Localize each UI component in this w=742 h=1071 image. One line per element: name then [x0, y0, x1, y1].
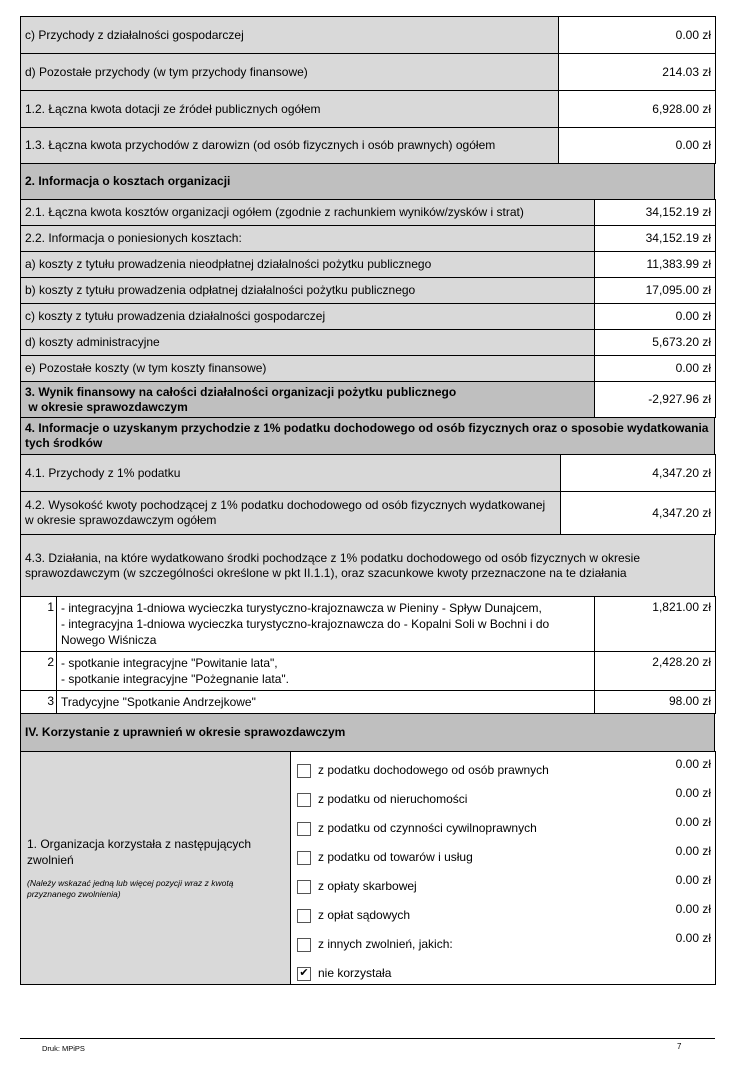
exemption-amount: 0.00 zł [675, 815, 711, 829]
exemptions-options [291, 752, 716, 985]
one-percent-heading-table [20, 417, 715, 455]
exemptions-heading-table [20, 713, 715, 752]
exemption-label: z opłat sądowych [318, 908, 411, 922]
checkbox-checked[interactable] [297, 967, 311, 981]
page-number: 7 [677, 1042, 682, 1051]
costs-table [20, 199, 716, 418]
section-heading: 4. Informacje o uzyskanym przychodzie z 1% podatku dochodowego od osób fizycznych oraz o sposobie wydatkowania tych środków [21, 418, 715, 455]
row-amount: 0.00 zł [595, 304, 716, 330]
exemptions-label: 1. Organizacja korzystała z następujących zwolnień [27, 837, 252, 867]
table-row [21, 492, 716, 535]
row-label: 2.2. Informacja o poniesionych kosztach: [21, 226, 595, 252]
activity-amount: 1,821.00 zł [595, 597, 716, 652]
exemption-label: z podatku od towarów i usług [318, 850, 473, 864]
checkbox[interactable] [297, 909, 311, 923]
row-label: b) koszty z tytułu prowadzenia odpłatnej działalności pożytku publicznego [21, 278, 595, 304]
table-row [21, 17, 716, 54]
row-label: 1.2. Łączna kwota dotacji ze źródeł publicznych ogółem [21, 91, 559, 128]
section-heading: 2. Informacja o kosztach organizacji [21, 164, 715, 200]
activity-description: - integracyjna 1-dniowa wycieczka turystyczno-krajoznawcza w Pieniny - Spływ Dunajcem, - integracyjna 1-dniowa wycieczka turystyczno-krajoznawcza do - Kopalni Soli w Bochni i do Nowego Wiśnicza [57, 597, 595, 652]
row-label: c) koszty z tytułu prowadzenia działalności gospodarczej [21, 304, 595, 330]
activities-heading-table [20, 534, 715, 597]
income-table [20, 16, 716, 164]
row-label: 4.1. Przychody z 1% podatku [21, 455, 561, 492]
row-amount: 34,152.19 zł [595, 226, 716, 252]
row-amount: 34,152.19 zł [595, 200, 716, 226]
exemption-amount: 0.00 zł [675, 844, 711, 858]
exemption-amount: 0.00 zł [675, 873, 711, 887]
activity-number: 1 [21, 597, 57, 652]
activity-amount: 98.00 zł [595, 691, 716, 714]
financial-result-row [21, 382, 716, 418]
exemption-option [291, 897, 715, 926]
activities-table [20, 596, 716, 714]
exemption-option [291, 810, 715, 839]
row-amount: 0.00 zł [595, 356, 716, 382]
table-row [21, 54, 716, 91]
exemption-label: z podatku od nieruchomości [318, 792, 468, 806]
exemption-option [291, 926, 715, 955]
table-row [21, 304, 716, 330]
table-row [21, 597, 716, 652]
exemption-option [291, 955, 715, 984]
table-row [21, 226, 716, 252]
table-row [21, 91, 716, 128]
table-row [21, 278, 716, 304]
row-label: c) Przychody z działalności gospodarczej [21, 17, 559, 54]
one-percent-table [20, 454, 716, 535]
row-amount: 6,928.00 zł [559, 91, 716, 128]
row-amount: 11,383.99 zł [595, 252, 716, 278]
row-amount: 214.03 zł [559, 54, 716, 91]
exemption-amount: 0.00 zł [675, 931, 711, 945]
exemption-label: z innych zwolnień, jakich: [318, 937, 453, 951]
activity-number: 3 [21, 691, 57, 714]
checkbox[interactable] [297, 764, 311, 778]
table-row [21, 691, 716, 714]
costs-heading-table [20, 163, 715, 200]
checkbox[interactable] [297, 822, 311, 836]
checkbox[interactable] [297, 880, 311, 894]
checkbox[interactable] [297, 793, 311, 807]
exemption-amount: 0.00 zł [675, 902, 711, 916]
exemption-option [291, 868, 715, 897]
table-row [21, 356, 716, 382]
row-label: 2.1. Łączna kwota kosztów organizacji ogółem (zgodnie z rachunkiem wyników/zysków i strat) [21, 200, 595, 226]
row-label: 1.3. Łączna kwota przychodów z darowizn (od osób fizycznych i osób prawnych) ogółem [21, 128, 559, 164]
row-amount: 0.00 zł [559, 128, 716, 164]
row-amount: 17,095.00 zł [595, 278, 716, 304]
checkmark-icon: ✔ [299, 967, 309, 979]
row-label: a) koszty z tytułu prowadzenia nieodpłatnej działalności pożytku publicznego [21, 252, 595, 278]
row-label: e) Pozostałe koszty (w tym koszty finansowe) [21, 356, 595, 382]
table-row [21, 128, 716, 164]
exemption-option [291, 781, 715, 810]
financial-result-label: 3. Wynik finansowy na całości działalności organizacji pożytku publicznego w okresie sprawozdawczym [21, 382, 595, 418]
row-amount: 4,347.20 zł [561, 492, 716, 535]
exemption-label: z podatku od czynności cywilnoprawnych [318, 821, 537, 835]
exemption-label: z podatku dochodowego od osób prawnych [318, 763, 549, 777]
footer-print-label: Druk: MPiPS [42, 1044, 85, 1053]
table-row [21, 652, 716, 691]
activity-amount: 2,428.20 zł [595, 652, 716, 691]
row-label: 4.2. Wysokość kwoty pochodzącej z 1% podatku dochodowego od osób fizycznych wydatkowanej w okresie sprawozdawczym ogółem [21, 492, 561, 535]
exemptions-note: (Należy wskazać jedną lub więcej pozycji wraz z kwotą przyznanego zwolnienia) [27, 878, 234, 899]
row-label: d) Pozostałe przychody (w tym przychody finansowe) [21, 54, 559, 91]
footer-divider [20, 1038, 715, 1039]
row-amount: 0.00 zł [559, 17, 716, 54]
checkbox[interactable] [297, 938, 311, 952]
table-row [21, 252, 716, 278]
activity-description: - spotkanie integracyjne "Powitanie lata", - spotkanie integracyjne "Pożegnanie lata". [57, 652, 595, 691]
exemption-option [291, 752, 715, 781]
section-heading: IV. Korzystanie z uprawnień w okresie sprawozdawczym [21, 714, 715, 752]
table-row [21, 455, 716, 492]
row-amount: 4,347.20 zł [561, 455, 716, 492]
table-row [21, 200, 716, 226]
activities-heading: 4.3. Działania, na które wydatkowano środki pochodzące z 1% podatku dochodowego od osób fizycznych w okresie sprawozdawczym (w szczególności określone w pkt II.1.1), oraz szacunkowe kwoty przeznaczone na te działania [21, 535, 715, 597]
row-amount: 5,673.20 zł [595, 330, 716, 356]
exemptions-question [21, 752, 291, 985]
exemption-label: nie korzystała [318, 966, 392, 980]
exemption-label: z opłaty skarbowej [318, 879, 417, 893]
table-row [21, 330, 716, 356]
row-label: d) koszty administracyjne [21, 330, 595, 356]
financial-result-amount: -2,927.96 zł [595, 382, 716, 418]
activity-description: Tradycyjne "Spotkanie Andrzejkowe" [57, 691, 595, 714]
exemptions-table [20, 751, 716, 985]
exemption-amount: 0.00 zł [675, 757, 711, 771]
checkbox[interactable] [297, 851, 311, 865]
report-document [20, 16, 715, 985]
exemption-amount: 0.00 zł [675, 786, 711, 800]
activity-number: 2 [21, 652, 57, 691]
exemption-option [291, 839, 715, 868]
